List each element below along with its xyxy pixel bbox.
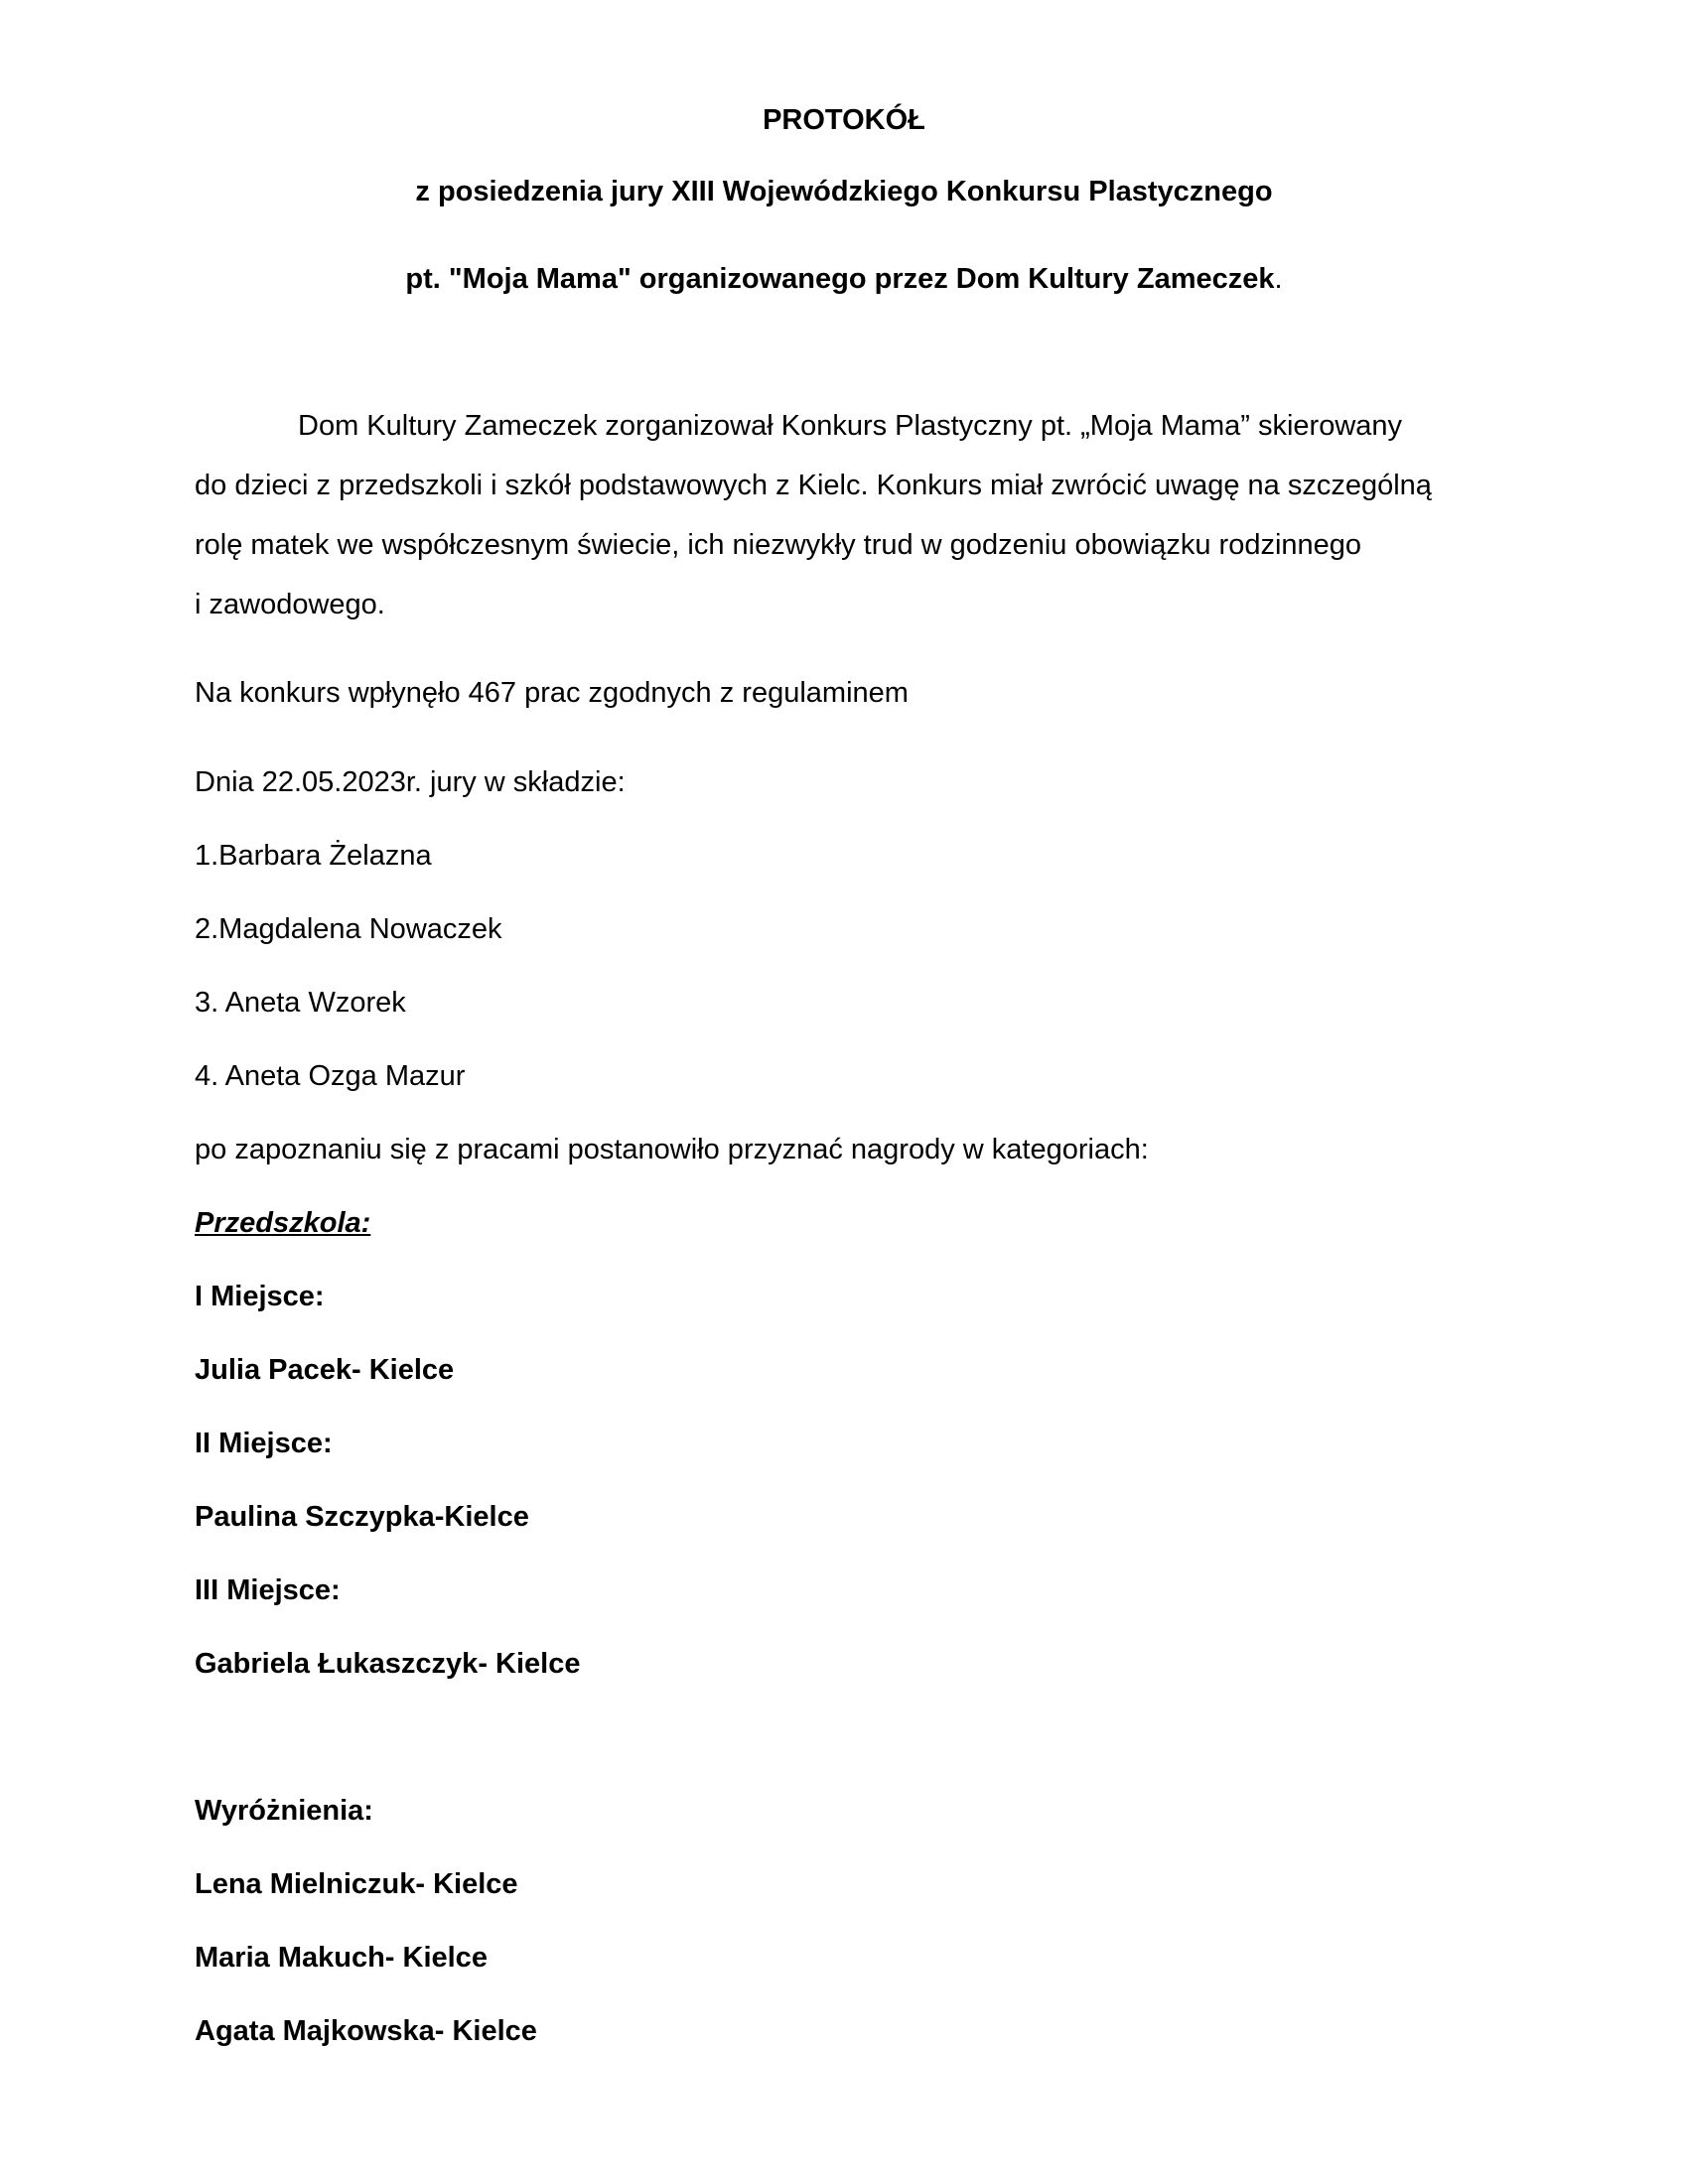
category-heading: Przedszkola: <box>195 1207 371 1239</box>
honorable-entry: Maria Makuch- Kielce <box>195 1942 488 1974</box>
jury-decision: po zapoznaniu się z pracami postanowiło przyznać nagrody w kategoriach: <box>195 1134 1149 1165</box>
intro-line-1: Dom Kultury Zameczek zorganizował Konkurs Plastyczny pt. „Moja Mama” skierowany <box>298 410 1403 442</box>
document-title: PROTOKÓŁ <box>763 104 925 136</box>
honorable-entry: Lena Mielniczuk- Kielce <box>195 1868 518 1900</box>
document-subtitle: z posiedzenia jury XIII Wojewódzkiego Konkursu Plastycznego <box>415 176 1273 207</box>
subtitle-2-text: pt. "Moja Mama" organizowanego przez Dom Kultury Zameczek <box>405 263 1275 295</box>
honorable-heading: Wyróżnienia: <box>195 1795 373 1827</box>
jury-member: 4. Aneta Ozga Mazur <box>195 1060 466 1092</box>
place-label: II Miejsce: <box>195 1428 333 1459</box>
place-winner: Julia Pacek- Kielce <box>195 1354 455 1386</box>
place-label: I Miejsce: <box>195 1281 325 1312</box>
intro-line-4: i zawodowego. <box>195 589 385 620</box>
jury-member: 2.Magdalena Nowaczek <box>195 913 502 945</box>
intro-line-2: do dzieci z przedszkoli i szkół podstawowych z Kielc. Konkurs miał zwrócić uwagę na szczególną <box>195 470 1432 501</box>
jury-member: 3. Aneta Wzorek <box>195 987 406 1019</box>
intro-line-3: rolę matek we współczesnym świecie, ich niezwykły trud w godzeniu obowiązku rodzinnego <box>195 529 1362 561</box>
jury-intro: Dnia 22.05.2023r. jury w składzie: <box>195 766 626 798</box>
place-winner: Gabriela Łukaszczyk- Kielce <box>195 1648 581 1680</box>
place-label: III Miejsce: <box>195 1574 341 1606</box>
honorable-entry: Agata Majkowska- Kielce <box>195 2015 537 2047</box>
submissions-count: Na konkurs wpłynęło 467 prac zgodnych z regulaminem <box>195 677 909 709</box>
document-subtitle-2 <box>0 261 1688 297</box>
subtitle-2-period: . <box>1274 263 1283 295</box>
jury-member: 1.Barbara Żelazna <box>195 840 432 872</box>
place-winner: Paulina Szczypka-Kielce <box>195 1501 529 1533</box>
